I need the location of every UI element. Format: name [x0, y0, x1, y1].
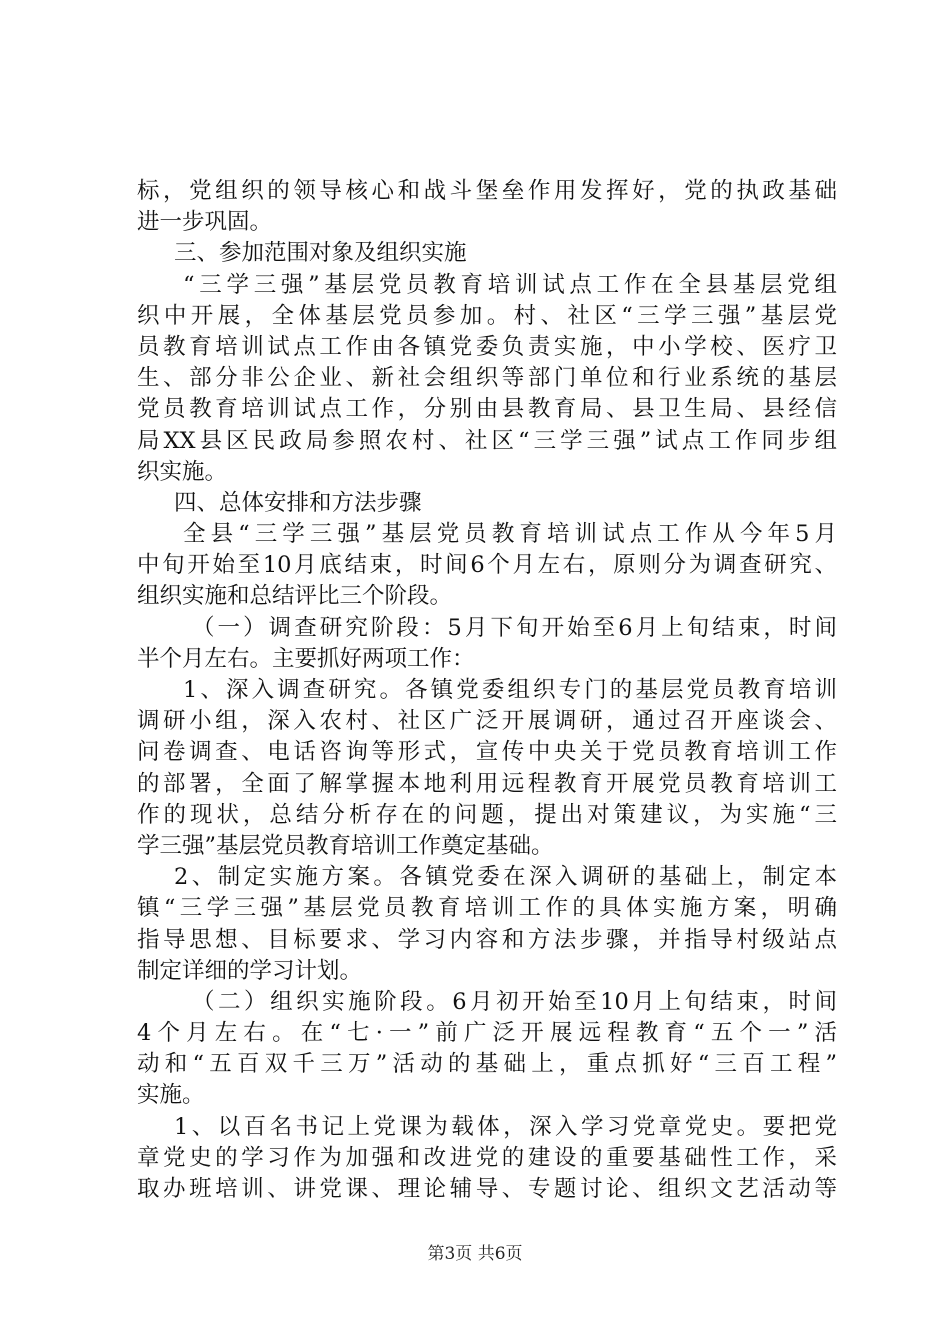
text-line: 组织实施和总结评比三个阶段。	[137, 583, 453, 610]
text-line: 镇“三学三强”基层党员教育培训工作的具体实施方案，明确	[137, 895, 837, 922]
text-line: 全县“三学三强”基层党员教育培训试点工作从今年5月	[183, 521, 837, 548]
text-line: 取办班培训、讲党课、理论辅导、专题讨论、组织文艺活动等	[137, 1176, 837, 1202]
text-line: 织实施。	[137, 458, 228, 485]
text-line: 织中开展，全体基层党员参加。村、社区“三学三强”基层党	[137, 302, 837, 329]
text-line: 章党史的学习作为加强和改进党的建设的重要基础性工作，采	[137, 1144, 837, 1171]
text-line: 实施。	[137, 1082, 205, 1109]
text-line: 标，党组织的领导核心和战斗堡垒作用发挥好，党的执政基础	[137, 178, 837, 204]
document-body	[137, 176, 837, 1205]
text-line: 调研小组，深入农村、社区广泛开展调研，通过召开座谈会、	[137, 708, 837, 735]
text-line: 的部署，全面了解掌握本地利用远程教育开展党员教育培训工	[137, 770, 837, 797]
text-line: 局XX县区民政局参照农村、社区“三学三强”试点工作同步组	[137, 427, 837, 454]
text-line: （一）调查研究阶段：5月下旬开始至6月上旬结束，时间	[192, 614, 837, 641]
text-line: 2、制定实施方案。各镇党委在深入调研的基础上，制定本	[174, 864, 837, 891]
text-line: 1、以百名书记上党课为载体，深入学习党章党史。要把党	[174, 1113, 837, 1140]
text-line: 三、参加范围对象及组织实施	[174, 240, 467, 267]
text-line: 动和“五百双千三万”活动的基础上，重点抓好“三百工程”	[137, 1051, 837, 1078]
text-line: 问卷调查、电话咨询等形式，宣传中央关于党员教育培训工作	[137, 739, 837, 766]
text-line: 1、深入调查研究。各镇党委组织专门的基层党员教育培训	[183, 677, 837, 703]
text-line: 作的现状，总结分析存在的问题，提出对策建议，为实施“三	[137, 801, 837, 828]
text-line: “三学三强”基层党员教育培训试点工作在全县基层党组	[183, 271, 837, 298]
text-line: 4个月左右。在“七·一”前广泛开展远程教育“五个一”活	[137, 1020, 837, 1047]
text-line: 员教育培训试点工作由各镇党委负责实施，中小学校、医疗卫	[137, 333, 837, 360]
text-line: 中旬开始至10月底结束，时间6个月左右，原则分为调查研究、	[137, 552, 837, 579]
text-line: 党员教育培训试点工作，分别由县教育局、县卫生局、县经信	[137, 396, 837, 423]
text-line: 进一步巩固。	[137, 209, 273, 236]
text-line: 半个月左右。主要抓好两项工作：	[137, 645, 475, 672]
text-line: 生、部分非公企业、新社会组织等部门单位和行业系统的基层	[137, 365, 837, 392]
text-line: （二）组织实施阶段。6月初开始至10月上旬结束，时间	[192, 988, 837, 1015]
text-line: 指导思想、目标要求、学习内容和方法步骤，并指导村级站点	[137, 926, 837, 953]
text-line: 学三强”基层党员教育培训工作奠定基础。	[137, 832, 554, 859]
text-line: 四、总体安排和方法步骤	[174, 489, 422, 516]
page-footer: 第3页 共6页	[427, 1244, 523, 1264]
text-line: 制定详细的学习计划。	[137, 957, 363, 984]
